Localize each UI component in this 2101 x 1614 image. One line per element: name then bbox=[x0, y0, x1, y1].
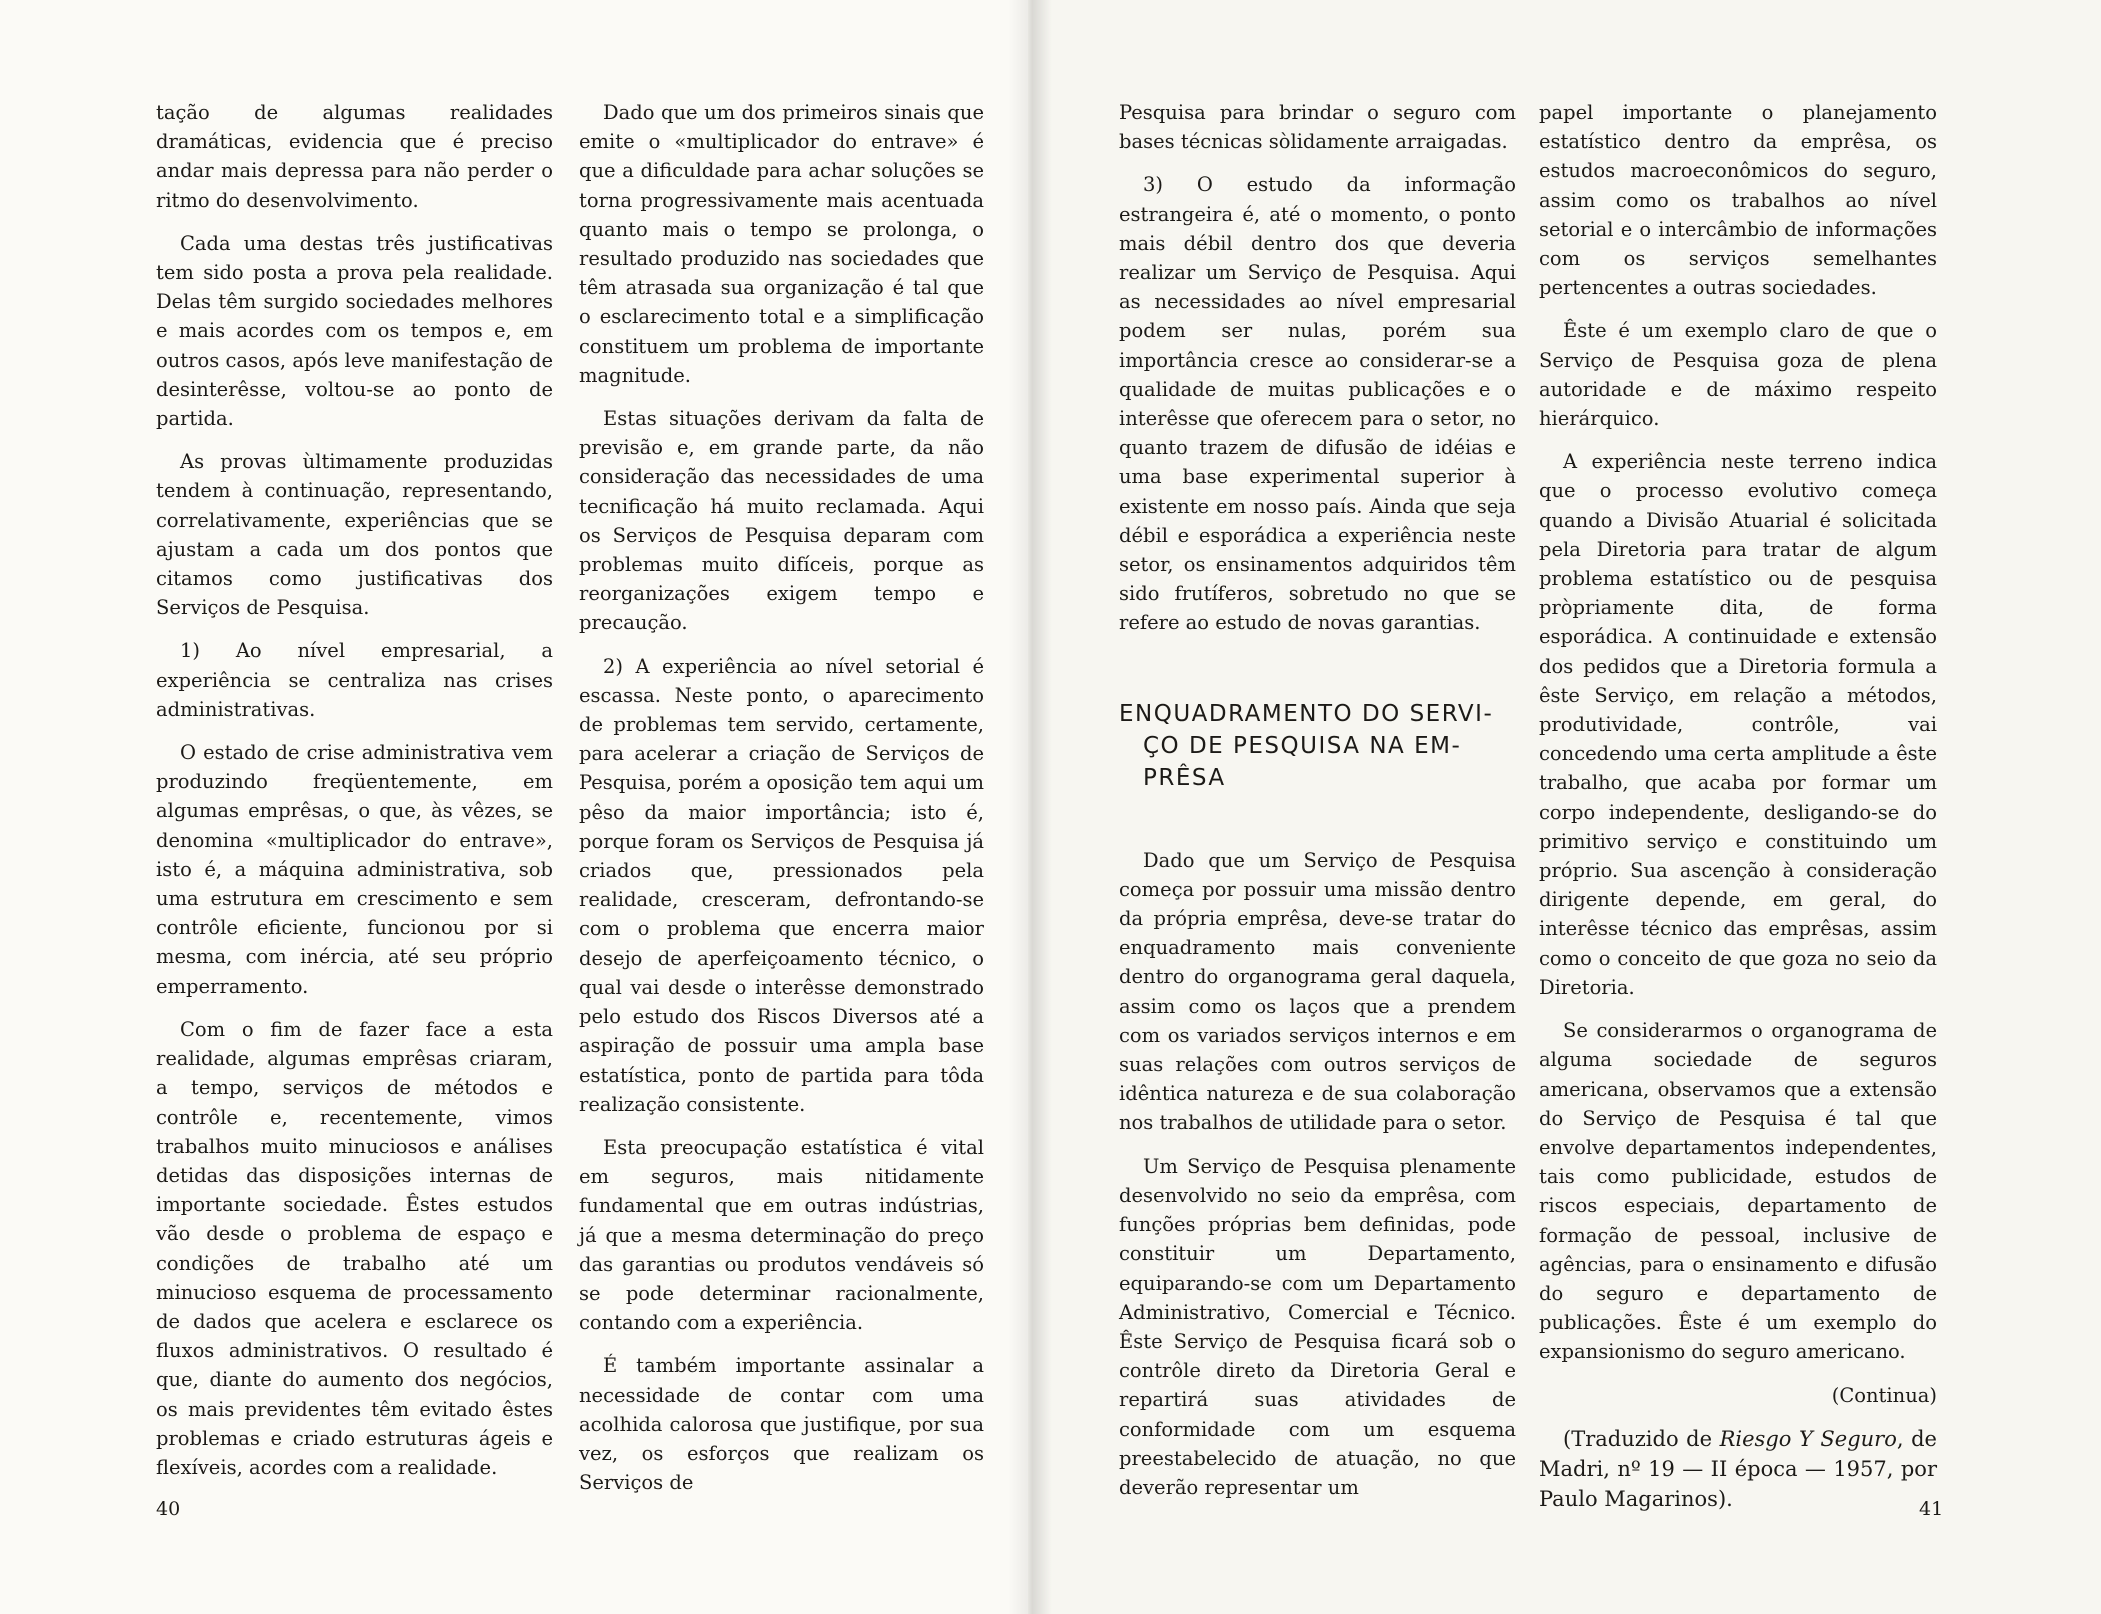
left-page bbox=[0, 0, 1028, 1614]
paragraph: Êste é um exemplo claro de que o Serviço de Pesquisa goza de plena autoridade e de máximo respeito hierárquico. bbox=[1539, 319, 1937, 431]
paragraph: 2) A experiência ao nível setorial é escassa. Neste ponto, o aparecimento de problemas tem servido, certamente, para acelerar a criação de Serviços de Pesquisa, porém a oposição tem aqui um pêso da maior importância; isto é, porque foram os Serviços de Pesquisa já criados que, pressionados pela realidade, cresceram, defrontando-se com o problema que encerra maior desejo de aperfeiçoamento técnico, o qual vai desde o interêsse demonstrado pelo estudo dos Riscos Diversos até a aspiração de possuir uma ampla base estatística, ponto de partida para tôda realização consistente. bbox=[579, 654, 984, 1116]
section-heading-line: ÇO DE PESQUISA NA EM- bbox=[1143, 732, 1462, 759]
book-gutter bbox=[1008, 0, 1052, 1614]
paragraph: 1) Ao nível empresarial, a experiência se centraliza nas crises administrativas. bbox=[156, 639, 553, 721]
section-heading-line: ENQUADRAMENTO DO SERVI- bbox=[1119, 700, 1494, 727]
paragraph: As provas ùltimamente produzidas tendem à continuação, representando, correlativamente, experiências que se ajustam a cada um dos pontos que citamos como justificativas dos Serviços de Pesquisa. bbox=[156, 450, 553, 620]
left-page-column-2 bbox=[579, 98, 984, 1511]
paragraph: 3) O estudo da informação estrangeira é, até o momento, o ponto mais débil dentro dos que deveria realizar um Serviço de Pesquisa. Aqui as necessidades ao nível empresarial podem ser nulas, porém sua importância cresce ao considerar-se a qualidade de muitas publicações e o interêsse que oferecem para o setor, no quanto trazem de difusão de idéias e uma base experimental superior à existente em nosso país. Ainda que seja débil e esporádica a experiência neste setor, os ensinamentos adquiridos têm sido frutíferos, sobretudo no que se refere ao estudo de novas garantias. bbox=[1119, 173, 1516, 635]
paragraph: Cada uma destas três justificativas tem sido posta a prova pela realidade. Delas têm surgido sociedades melhores e mais acordes com os tempos e, em outros casos, após leve manifestação de desinterêsse, voltou-se ao ponto de partida. bbox=[156, 231, 553, 431]
page-number-left: 40 bbox=[156, 1498, 181, 1520]
paragraph: tação de algumas realidades dramáticas, evidencia que é preciso andar mais depressa para não perder o ritmo do desenvolvimento. bbox=[156, 101, 553, 212]
paragraph: Com o fim de fazer face a esta realidade, algumas emprêsas criaram, a tempo, serviços de métodos e contrôle e, recentemente, vimos trabalhos muito minuciosos e análises detidas das disposições internas de importante sociedade. Êstes estudos vão desde o problema de espaço e condições de trabalho até um minucioso esquema de processamento de dados que acelera e esclarece os fluxos administrativos. O resultado é que, diante do aumento dos negócios, os mais previdentes têm evitado êstes problemas e criado estruturas ágeis e flexíveis, acordes com a realidade. bbox=[156, 1017, 553, 1479]
paragraph: É também importante assinalar a necessidade de contar com uma acolhida calorosa que justifique, por sua vez, os esforços que realizam os Serviços de bbox=[579, 1354, 984, 1495]
paragraph: Esta preocupação estatística é vital em seguros, mais nitidamente fundamental que em outras indústrias, já que a mesma determinação do preço das garantias ou produtos vendáveis só se pode determinar racionalmente, contando com a experiência. bbox=[579, 1135, 984, 1335]
paragraph: Pesquisa para brindar o seguro com bases técnicas sòlidamente arraigadas. bbox=[1119, 101, 1516, 154]
section-heading-line: PRÊSA bbox=[1143, 764, 1226, 791]
paragraph: Se considerarmos o organograma de alguma sociedade de seguros americana, observamos que a extensão do Serviço de Pesquisa é tal que envolve departamentos independentes, tais como publicidade, estudos de riscos especiais, departamento de formação de pessoal, inclusive de agências, para o ensinamento e difusão do seguro e departamento de publicações. Êste é um exemplo do expansionismo do seguro americano. bbox=[1539, 1019, 1937, 1364]
credit-suffix: , de Madri, nº 19 — II época — 1957, por Paulo Magarinos). bbox=[1539, 1426, 1937, 1511]
paragraph: papel importante o planejamento estatístico dentro da emprêsa, os estudos macroeconômicos do seguro, assim como os trabalhos ao nível setorial e o intercâmbio de informações com os serviços semelhantes pertencentes a outras sociedades. bbox=[1539, 101, 1937, 300]
credit-source-title: Riesgo Y Seguro bbox=[1719, 1426, 1897, 1451]
paragraph: O estado de crise administrativa vem produzindo freqüentemente, em algumas emprêsas, o que, às vêzes, se denomina «multiplicador do entrave», isto é, a máquina administrativa, sob uma estrutura em crescimento e sem contrôle eficiente, funcionou por si mesma, com inércia, até seu próprio emperramento. bbox=[156, 741, 553, 998]
continua-note: (Continua) bbox=[1831, 1383, 1937, 1407]
page-number-right: 41 bbox=[1919, 1498, 1944, 1520]
credit-prefix: (Traduzido de bbox=[1563, 1426, 1720, 1451]
section-heading bbox=[1119, 698, 1516, 794]
left-page-column-1 bbox=[156, 98, 553, 1496]
translation-credit bbox=[1539, 1424, 1937, 1514]
paragraph: A experiência neste terreno indica que o processo evolutivo começa quando a Divisão Atuarial é solicitada pela Diretoria para tratar de algum problema estatístico ou de pesquisa pròpriamente dita, de forma esporádica. A continuidade e extensão dos pedidos que a Diretoria formula a êste Serviço, em relação a métodos, produtividade, contrôle, vai concedendo uma certa amplitude a êste trabalho, que acaba por formar um corpo independente, desligando-se do primitivo serviço e constituindo um próprio. Sua ascenção à consideração dirigente depende, em geral, do interêsse técnico das emprêsas, assim como o conceito de que goza no seio da Diretoria. bbox=[1539, 450, 1937, 999]
paragraph: Dado que um dos primeiros sinais que emite o «multiplicador do entrave» é que a dificuldade para achar soluções se torna progressivamente mais acentuada quanto mais o tempo se prolonga, o resultado produzido nas sociedades que têm atrasada sua organização é tal que o esclarecimento total e a simplificação constituem um problema de importante magnitude. bbox=[579, 101, 984, 387]
paragraph: Um Serviço de Pesquisa plenamente desenvolvido no seio da emprêsa, com funções próprias bem definidas, pode constituir um Departamento, equiparando-se com um Departamento Administrativo, Comercial e Técnico. Êste Serviço de Pesquisa ficará sob o contrôle direto da Diretoria Geral e repartirá suas atividades de conformidade com um esquema preestabelecido de atuação, no que deverão representar um bbox=[1119, 1154, 1516, 1499]
paragraph: Estas situações derivam da falta de previsão e, em grande parte, da não consideração das necessidades de uma tecnificação há muito reclamada. Aqui os Serviços de Pesquisa deparam com problemas muito difíceis, porque as reorganizações exigem tempo e precaução. bbox=[579, 407, 984, 635]
paragraph: Dado que um Serviço de Pesquisa começa por possuir uma missão dentro da própria emprêsa, deve-se tratar do enquadramento mais conveniente dentro do organograma geral daquela, assim como os laços que a prendem com os variados serviços internos e em suas relações com outros serviços de idêntica natureza e de sua colaboração nos trabalhos de utilidade para o setor. bbox=[1119, 848, 1516, 1135]
right-page-column-2 bbox=[1539, 98, 1937, 1528]
right-page-column-1 bbox=[1119, 98, 1516, 1516]
